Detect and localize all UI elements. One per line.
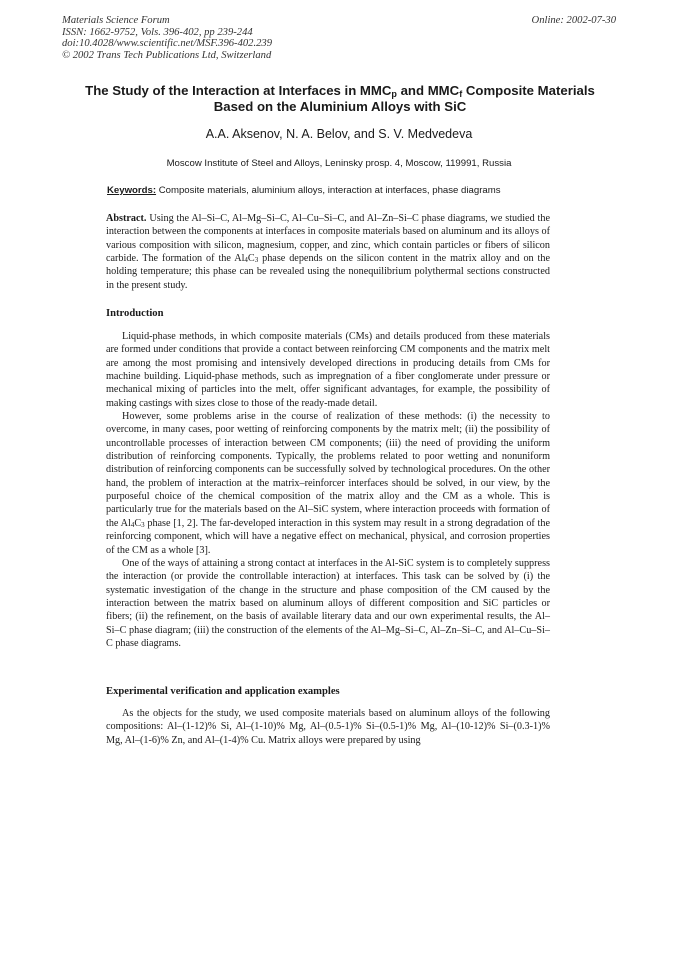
abstract-paragraph xyxy=(106,212,550,292)
keywords-text: Composite materials, aluminium alloys, interaction at interfaces, phase diagrams xyxy=(156,185,501,196)
title-part-1: The Study of the Interaction at Interfaces in MMC xyxy=(85,83,392,98)
section-heading-introduction: Introduction xyxy=(106,308,164,319)
abstract-sub-1: 4 xyxy=(244,256,248,265)
title-part-3: Composite Materials Based on the Aluminium Alloys with SiC xyxy=(213,83,595,114)
keywords-line xyxy=(107,185,577,196)
intro-paragraph-3: One of the ways of attaining a strong contact at interfaces in the Al-SiC system is to completely suppress the interaction (or provide the controllable interaction) at interfaces. This task can be solved by (i) the systematic investigation of the change in the structure and phase composition of the CM caused by the interaction between the matrix based on aluminum alloys of different composition and SiC particles or fibers; (ii) the refinement, on the basis of available literary data and our own experimental results, the Al–Si–C phase diagram; (iii) the construction of the elements of the Al–Mg–Si–C, Al–Zn–Si–C, and Al–Cu–Si–C phase diagrams. xyxy=(106,557,550,649)
experimental-body xyxy=(106,707,550,747)
abstract-label: Abstract. xyxy=(106,213,147,224)
abstract-text-c: phase depends on the silicon content in the matrix alloy and on the holding temperature; this phase can be revealed using the nonequilibrium polythermal sections constructed in the present study. xyxy=(106,253,550,291)
intro-p2-text-b: C xyxy=(134,517,142,529)
intro-paragraph-2 xyxy=(106,410,550,557)
copyright-line: © 2002 Trans Tech Publications Ltd, Switzerland xyxy=(62,49,272,61)
introduction-body xyxy=(106,330,550,650)
affiliation: Moscow Institute of Steel and Alloys, Leninsky prosp. 4, Moscow, 119991, Russia xyxy=(166,158,512,169)
abstract-sub-2: 3 xyxy=(254,256,259,265)
intro-p2-sub-1: 4 xyxy=(130,520,135,529)
section-heading-experimental: Experimental verification and application examples xyxy=(106,686,340,697)
journal-name: Materials Science Forum xyxy=(62,15,170,26)
title-subscript-p: p xyxy=(391,89,397,99)
intro-p2-sub-2: 3 xyxy=(141,520,145,529)
journal-header xyxy=(62,15,382,61)
abstract xyxy=(106,212,550,292)
paper-title xyxy=(80,83,600,115)
intro-paragraph-1: Liquid-phase methods, in which composite materials (CMs) and details produced from these materials are formed under conditions that provide a contact between reinforcing CM components and the matrix melt are among the most promising and intensively developed directions in producing details from CMs for machine building. Liquid-phase methods, such as impregnation of a fiber conglomerate under pressure or mechanical mixing of particles into the melt, offer significant advantages, for example, the possibility of making castings with sizes close to those of the ready-made detail. xyxy=(106,331,550,409)
online-date: Online: 2002-07-30 xyxy=(531,15,616,26)
abstract-text-b: C xyxy=(247,253,255,265)
author-list: A.A. Aksenov, N. A. Belov, and S. V. Medvedeva xyxy=(205,127,473,141)
intro-p2-text-a: However, some problems arise in the course of realization of these methods: (i) the necessity to overcome, in many cases, poor wetting of reinforcing components by the matrix melt; (ii) the possibility of uncontrollable processes of interaction between CM components; (iii) the need of providing the uniform distribution of reinforcing components. Typically, the problems related to poor wetting and nonuniform distribution of reinforcing components can be successfully solved by technological procedures. On the other hand, the problem of interaction at the matrix–reinforcer interfaces should be solved, in our view, by the purposeful choice of the chemical composition of the matrix alloy and the CM as a whole. This is particularly true for the materials based on the Al–SiC system, where interaction proceeds with formation of the Al xyxy=(106,411,550,529)
title-part-2: and MMC xyxy=(396,83,460,98)
abstract-text-a: Using the Al–Si–C, Al–Mg–Si–C, Al–Cu–Si–C, and Al–Zn–Si–C phase diagrams, we studied the interaction between the components at interfaces in composite materials based on aluminum and its alloys of various composition with silicon, magnesium, copper, and zinc, which contain particles or fibers of silicon carbide. The formation of the Al xyxy=(106,213,550,265)
intro-p2-text-c: phase [1, 2]. The far-developed interaction in this system may result in a strong degradation of the reinforcing component, which will have a negative effect on mechanical, physical, and corrosion properties of the CM as a whole [3]. xyxy=(106,517,550,556)
issn-line: ISSN: 1662-9752, Vols. 396-402, pp 239-244 xyxy=(62,26,253,38)
title-subscript-f: f xyxy=(459,89,463,99)
doi-line: doi:10.4028/www.scientific.net/MSF.396-402.239 xyxy=(62,38,272,50)
experimental-paragraph-1: As the objects for the study, we used composite materials based on aluminum alloys of the following compositions: Al–(1-12)% Si, Al–(1-10)% Mg, Al–(0.5-1)% Si–(0.5-1)% Mg, Al–(10-12)% Si–(0.3-1)% Mg, Al–(1-6)% Zn, and Al–(1-4)% Cu. Matrix alloys were prepared by using xyxy=(106,708,550,746)
keywords-label: Keywords: xyxy=(107,185,157,196)
